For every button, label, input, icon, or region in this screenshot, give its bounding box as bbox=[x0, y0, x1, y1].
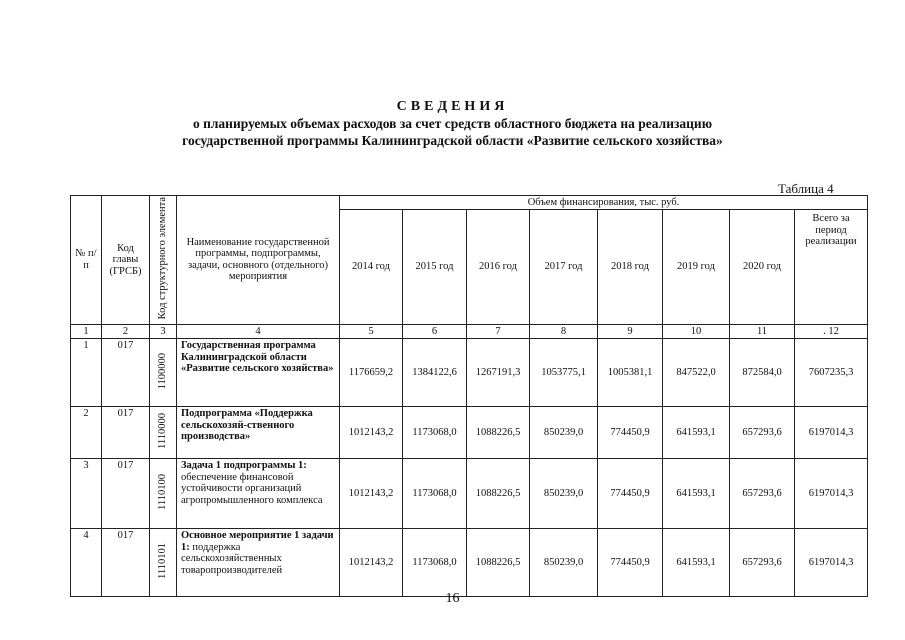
row-value: 641593,1 bbox=[663, 407, 730, 459]
row-value: 1173068,0 bbox=[403, 459, 467, 529]
row-num: 2 bbox=[71, 407, 102, 459]
row-code: 1110000 bbox=[150, 407, 177, 459]
row-chapter: 017 bbox=[102, 339, 150, 407]
row-value: 850239,0 bbox=[530, 407, 598, 459]
row-chapter: 017 bbox=[102, 529, 150, 597]
column-number: 11 bbox=[730, 324, 795, 339]
row-value: 641593,1 bbox=[663, 529, 730, 597]
column-number: 10 bbox=[663, 324, 730, 339]
row-value: 1012143,2 bbox=[340, 529, 403, 597]
document-subtitle-line-1: о планируемых объемах расходов за счет средств областного бюджета на реализацию bbox=[192, 116, 713, 131]
title-block bbox=[0, 98, 905, 149]
row-name: Государственная программа Калининградской области «Развитие сельского хозяйства» bbox=[177, 339, 340, 407]
table-caption: Таблица 4 bbox=[778, 181, 834, 196]
header-struct-code: Код структурного элемента bbox=[150, 196, 177, 325]
column-number-row bbox=[71, 324, 868, 339]
column-number: 7 bbox=[467, 324, 530, 339]
row-num: 1 bbox=[71, 339, 102, 407]
header-row-1 bbox=[71, 196, 868, 210]
row-total: 6197014,3 bbox=[795, 459, 868, 529]
row-total: 7607235,3 bbox=[795, 339, 868, 407]
row-value: 657293,6 bbox=[730, 529, 795, 597]
header-chapter-code: Код главы (ГРСБ) bbox=[102, 196, 150, 325]
column-number: 3 bbox=[150, 324, 177, 339]
row-code: 1100000 bbox=[150, 339, 177, 407]
header-year: 2020 год bbox=[730, 210, 795, 325]
header-financing: Объем финансирования, тыс. руб. bbox=[340, 196, 868, 210]
row-value: 774450,9 bbox=[598, 529, 663, 597]
row-total: 6197014,3 bbox=[795, 407, 868, 459]
row-name: Основное мероприятие 1 задачи 1: поддержка сельскохозяйственных товаропроизводителей bbox=[177, 529, 340, 597]
row-value: 641593,1 bbox=[663, 459, 730, 529]
column-number: 2 bbox=[102, 324, 150, 339]
row-value: 1088226,5 bbox=[467, 529, 530, 597]
row-value: 1176659,2 bbox=[340, 339, 403, 407]
row-value: 1088226,5 bbox=[467, 459, 530, 529]
column-number: 8 bbox=[530, 324, 598, 339]
row-name: Задача 1 подпрограммы 1: обеспечение финансовой устойчивости организаций агропромышленного комплекса bbox=[177, 459, 340, 529]
document-subtitle-line-2: государственной программы Калининградской области «Развитие сельского хозяйства» bbox=[182, 133, 723, 148]
table-row bbox=[71, 339, 868, 407]
row-num: 3 bbox=[71, 459, 102, 529]
row-value: 657293,6 bbox=[730, 459, 795, 529]
header-total: Всего за период реализации bbox=[795, 210, 868, 325]
row-value: 1012143,2 bbox=[340, 459, 403, 529]
header-name: Наименование государственной программы, подпрограммы, задачи, основного (отдельного) мероприятия bbox=[177, 196, 340, 325]
header-year: 2014 год bbox=[340, 210, 403, 325]
row-value: 1005381,1 bbox=[598, 339, 663, 407]
budget-table bbox=[70, 195, 868, 597]
column-number: 5 bbox=[340, 324, 403, 339]
header-year: 2019 год bbox=[663, 210, 730, 325]
row-value: 850239,0 bbox=[530, 529, 598, 597]
row-value: 847522,0 bbox=[663, 339, 730, 407]
row-name: Подпрограмма «Поддержка сельскохозяй-ственного производства» bbox=[177, 407, 340, 459]
row-value: 1267191,3 bbox=[467, 339, 530, 407]
row-value: 774450,9 bbox=[598, 407, 663, 459]
column-number: 9 bbox=[598, 324, 663, 339]
row-value: 1173068,0 bbox=[403, 407, 467, 459]
row-code: 1110101 bbox=[150, 529, 177, 597]
page-number: 16 bbox=[445, 591, 460, 606]
header-num: № п/п bbox=[71, 196, 102, 325]
row-chapter: 017 bbox=[102, 459, 150, 529]
row-value: 1384122,6 bbox=[403, 339, 467, 407]
row-value: 872584,0 bbox=[730, 339, 795, 407]
table-row bbox=[71, 529, 868, 597]
header-year: 2016 год bbox=[467, 210, 530, 325]
table-row bbox=[71, 407, 868, 459]
table-row bbox=[71, 459, 868, 529]
row-value: 774450,9 bbox=[598, 459, 663, 529]
document-title: СВЕДЕНИЯ bbox=[396, 99, 509, 114]
header-year: 2018 год bbox=[598, 210, 663, 325]
row-value: 1173068,0 bbox=[403, 529, 467, 597]
row-value: 1088226,5 bbox=[467, 407, 530, 459]
header-year: 2017 год bbox=[530, 210, 598, 325]
row-code: 1110100 bbox=[150, 459, 177, 529]
header-year: 2015 год bbox=[403, 210, 467, 325]
row-total: 6197014,3 bbox=[795, 529, 868, 597]
row-chapter: 017 bbox=[102, 407, 150, 459]
row-value: 657293,6 bbox=[730, 407, 795, 459]
column-number: 4 bbox=[177, 324, 340, 339]
column-number: 1 bbox=[71, 324, 102, 339]
row-value: 850239,0 bbox=[530, 459, 598, 529]
row-value: 1012143,2 bbox=[340, 407, 403, 459]
row-num: 4 bbox=[71, 529, 102, 597]
row-value: 1053775,1 bbox=[530, 339, 598, 407]
column-number: . 12 bbox=[795, 324, 868, 339]
column-number: 6 bbox=[403, 324, 467, 339]
